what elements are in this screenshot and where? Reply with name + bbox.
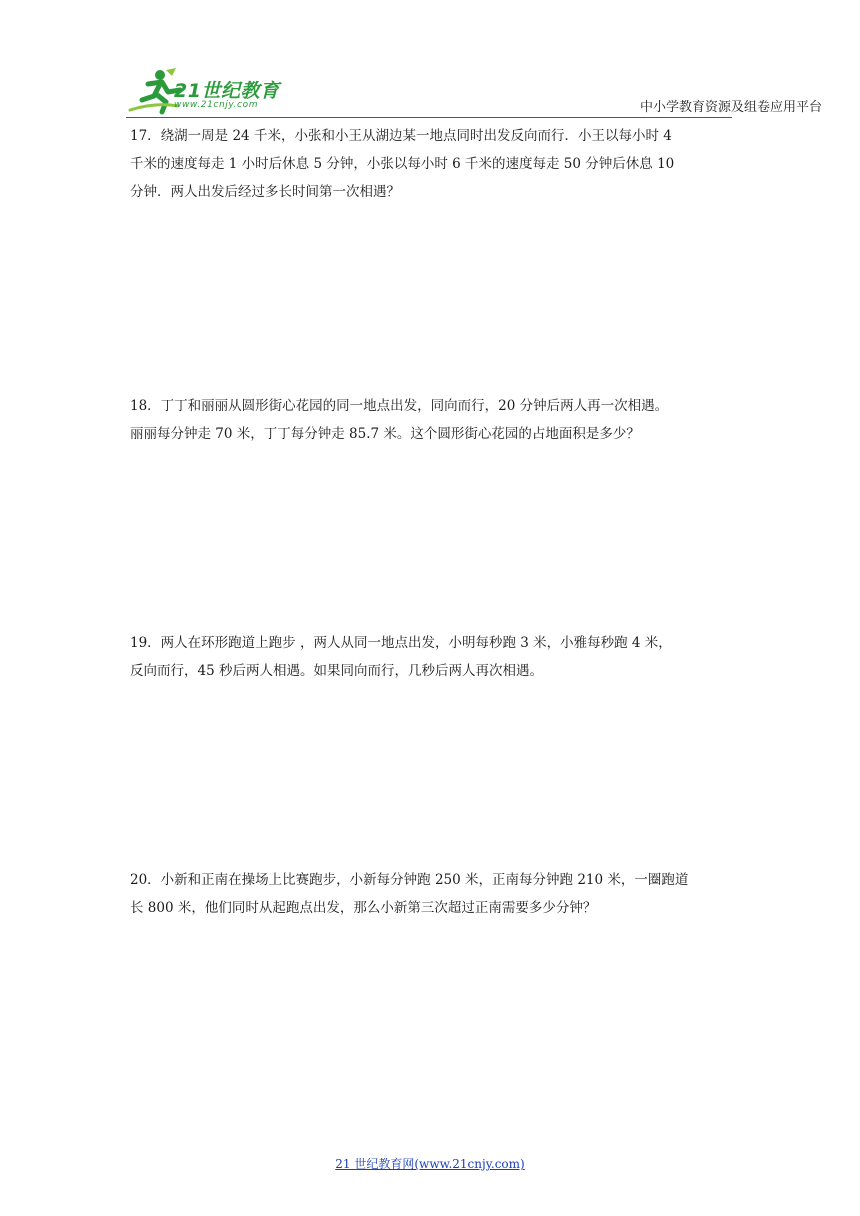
platform-name: 中小学教育资源及组卷应用平台 <box>639 100 822 115</box>
question-line: 19．两人在环形跑道上跑步 ，两人从同一地点出发，小明每秒跑 3 米，小雅每秒跑 4 米， <box>130 635 672 651</box>
logo-url: www.21cnjy.com <box>174 100 259 110</box>
footer-site-link[interactable]: 21 世纪教育网(www.21cnjy.com) <box>335 1157 525 1171</box>
question-line: 分钟．两人出发后经过多长时间第一次相遇？ <box>130 184 400 200</box>
question-line: 18．丁丁和丽丽从圆形街心花园的同一地点出发，同向而行，20 分钟后两人再一次相遇。 <box>130 398 669 414</box>
header-divider <box>126 117 732 118</box>
question-line: 长 800 米，他们同时从起跑点出发，那么小新第三次超过正南需要多少分钟？ <box>130 900 597 916</box>
question-line: 千米的速度每走 1 小时后休息 5 分钟，小张以每小时 6 千米的速度每走 50 分钟后休息 10 <box>130 156 675 172</box>
question-line: 20．小新和正南在操场上比赛跑步，小新每分钟跑 250 米，正南每分钟跑 210 米，一圈跑道 <box>130 872 689 888</box>
question-line: 丽丽每分钟走 70 米，丁丁每分钟走 85.7 米。这个圆形街心花园的占地面积是多少？ <box>130 426 640 442</box>
logo-name: 21世纪教育 <box>174 80 280 102</box>
question-19 <box>130 629 744 685</box>
question-line: 17．绕湖一周是 24 千米，小张和小王从湖边某一地点同时出发反向而行．小王以每小时 4 <box>130 128 672 144</box>
question-18 <box>130 392 744 448</box>
question-17 <box>130 122 744 206</box>
page-header <box>0 0 860 120</box>
question-20 <box>130 866 744 922</box>
question-line: 反向而行，45 秒后两人相遇。如果同向而行，几秒后两人再次相遇。 <box>130 663 543 679</box>
